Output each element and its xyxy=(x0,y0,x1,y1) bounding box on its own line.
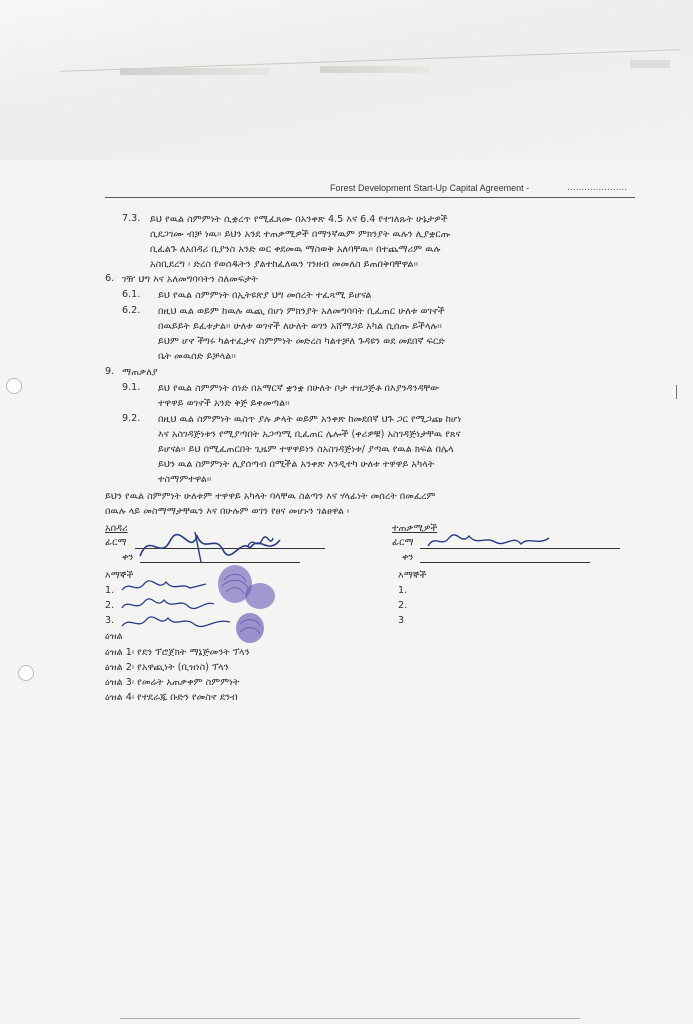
clause-text-line: ቢፈልጉ ለአበዳሪ ቢያንስ አንድ ወር ቀደመዉ ማስወቅ አለባቸዉ፡፡ በተጨማሪም ዉሉ xyxy=(150,244,441,255)
borrower-signature-scribble xyxy=(425,530,555,552)
clause-text-line: ቤት መዉሰድ ይቻላል፡፡ xyxy=(158,351,236,362)
section-number: 9. xyxy=(105,366,115,377)
bleed-through-mark xyxy=(630,60,670,68)
punch-hole xyxy=(18,665,34,681)
clause-text-line: ተስማምተዋል፡፡ xyxy=(158,474,212,485)
borrower-date-label: ቀን xyxy=(402,552,414,563)
borrower-date-line xyxy=(420,562,590,563)
lender-witness-1: 1. xyxy=(105,585,115,596)
clause-number: 9.1. xyxy=(122,382,141,393)
header-title: Forest Development Start-Up Capital Agreement - xyxy=(330,183,530,193)
clause-text-line: ተዋዋይ ወገኖች አንድ ቅጅ ይቀመጣል፡፡ xyxy=(158,398,290,409)
attachments-title: ዕዝል xyxy=(105,631,123,642)
section-title: ገዥ ህግ እና አለመግባባትን ስለመፍታት xyxy=(122,274,258,285)
clause-text-line: ይህ የዉል ስምምነት ሲቋረጥ የሚፈጸሙ በአንቀጽ 4.5 እና 6.4 የተገለጹት ሁኔታዎች xyxy=(150,214,448,225)
header-rule xyxy=(105,197,635,198)
borrower-sign-label: ፊርማ xyxy=(392,537,414,548)
bottom-page-edge xyxy=(120,1018,580,1019)
lender-witness-title: እማኞች xyxy=(105,570,134,581)
clause-text-line: ሲደጋገሙ ብቻ ነዉ፡፡ ይህን አንደ ተጠቃሚዎች በማንኛዉም ምክንያት ዉሉን ሊያቋርጡ xyxy=(150,229,451,240)
folded-paper-corner xyxy=(0,0,693,160)
header-dots: ..................... xyxy=(567,183,628,193)
borrower-title: ተጠቃሚዎች xyxy=(392,523,438,534)
bleed-through-mark xyxy=(320,66,430,73)
clause-text-line: በዚህ ዉል ስምምነት ዉስጥ ያሉ ቃላት ወይም አንቀጽ ከመደበኛ ህጉ ጋር የሚጋጩ ከሆነ xyxy=(158,414,462,425)
lender-title: አበዳሪ xyxy=(105,523,128,534)
clause-text-line: እና አስገዳጅነቱን የሚያጣበት አጋጣሚ ቢፈጠር ሌሎች (ቀሪዎቹ) አስገዳጅነታቸዉ የጸና xyxy=(158,429,461,440)
borrower-witness-1: 1. xyxy=(398,585,408,596)
clause-text-line: በዚህ ዉል ወይም ከዉሉ ዉጪ በሆነ ምክንያት አለመግባባት ቢፈጠር ሁለቱ ወገኖች xyxy=(158,306,445,317)
lender-sign-label: ፊርማ xyxy=(105,537,127,548)
lender-initials-scribble xyxy=(245,534,275,552)
borrower-witness-3: 3 xyxy=(398,615,405,626)
section-number: 6. xyxy=(105,273,115,284)
section-title: ማጠቃለያ xyxy=(122,367,158,378)
lender-witness-2: 2. xyxy=(105,600,115,611)
borrower-witness-title: እማኞች xyxy=(398,570,427,581)
attachment-item: ዕዝል 1፡ የደን ፕሮጀክት ማኔጅመንት ፕላን xyxy=(105,647,250,658)
clause-number: 7.3. xyxy=(122,213,141,224)
borrower-witness-2: 2. xyxy=(398,600,408,611)
clause-text-line: በዉይይት ይፈቱታል፡፡ ሁለቱ ወገኖች ለሁለት ወገን አሸማጋይ አካል ሲሰጡ ይችላሉ፡፡ xyxy=(158,321,442,332)
bleed-through-mark xyxy=(120,68,270,75)
clause-number: 9.2. xyxy=(122,413,141,424)
attachment-item: ዕዝል 2፡ የአዋጪነት (ቢዝነስ) ፕላን xyxy=(105,662,229,673)
clause-text-line: ይህ የዉል ስምምነት በኢትዩጵያ ህግ መሰረት ተፈጻሚ ይሆናል xyxy=(158,290,372,301)
clause-text-line: ይህም ሆኖ ችግሩ ካልተፈታና ስምምነት መድረስ ካልተቻለ ጉዳዩን ወደ መደበኛ ፍርድ xyxy=(158,336,445,347)
clause-text-line: ይሆናል፡፡ ይህ በሚፈጠርበት ጊዜም ተዋዋይነን ስአስገዳጅነቱ/ ያጣዉ የዉል ክፍል በሌላ xyxy=(158,444,454,455)
attachment-item: ዕዝል 3፡ የመሬት አጠቃቀም ስምምነት xyxy=(105,677,240,688)
fingerprint-stamp xyxy=(210,562,280,646)
closing-statement-line: በዉሉ ላይ መስማማታቸዉን እና በሁሉም ወገን የፀና መሆኑን ገልፀዋል ፡ xyxy=(105,506,350,517)
clause-number: 6.2. xyxy=(122,305,141,316)
lender-witness-3: 3. xyxy=(105,615,115,626)
closing-statement-line: ይህን የዉል ስምምነት ሁለቱም ተዋዋይ አካላት ባላቸዉ ስልጣን እና ሃላፊነት መሰረት በመፈረም xyxy=(105,491,436,502)
punch-hole xyxy=(6,378,22,394)
clause-text-line: ይህ የዉል ስምምነት ሰነድ በአማርኛ ቋንቋ በሁለት ቦታ ተዘጋጅቶ በእያንዳንዳቸው xyxy=(158,383,440,394)
clause-number: 6.1. xyxy=(122,289,141,300)
lender-date-label: ቀን xyxy=(122,552,134,563)
attachment-item: ዕዝል 4፡ የተደራጁ ቡድን የመስኖ ደንብ xyxy=(105,692,238,703)
clause-text-line: ይህን ዉል ስምምነት ሊያሰጣብ በሚችል አንቀጽ እንዲተካ ሁለቱ ተዋዋይ አካላት xyxy=(158,459,435,470)
clause-text-line: አስቢደረግ ፡ ድረስ የወሰዱትን ያልተከፈለዉን ገንዘብ መመለስ ይጠበቅባቸዋል፡፡ xyxy=(150,259,419,270)
margin-mark xyxy=(676,385,677,399)
